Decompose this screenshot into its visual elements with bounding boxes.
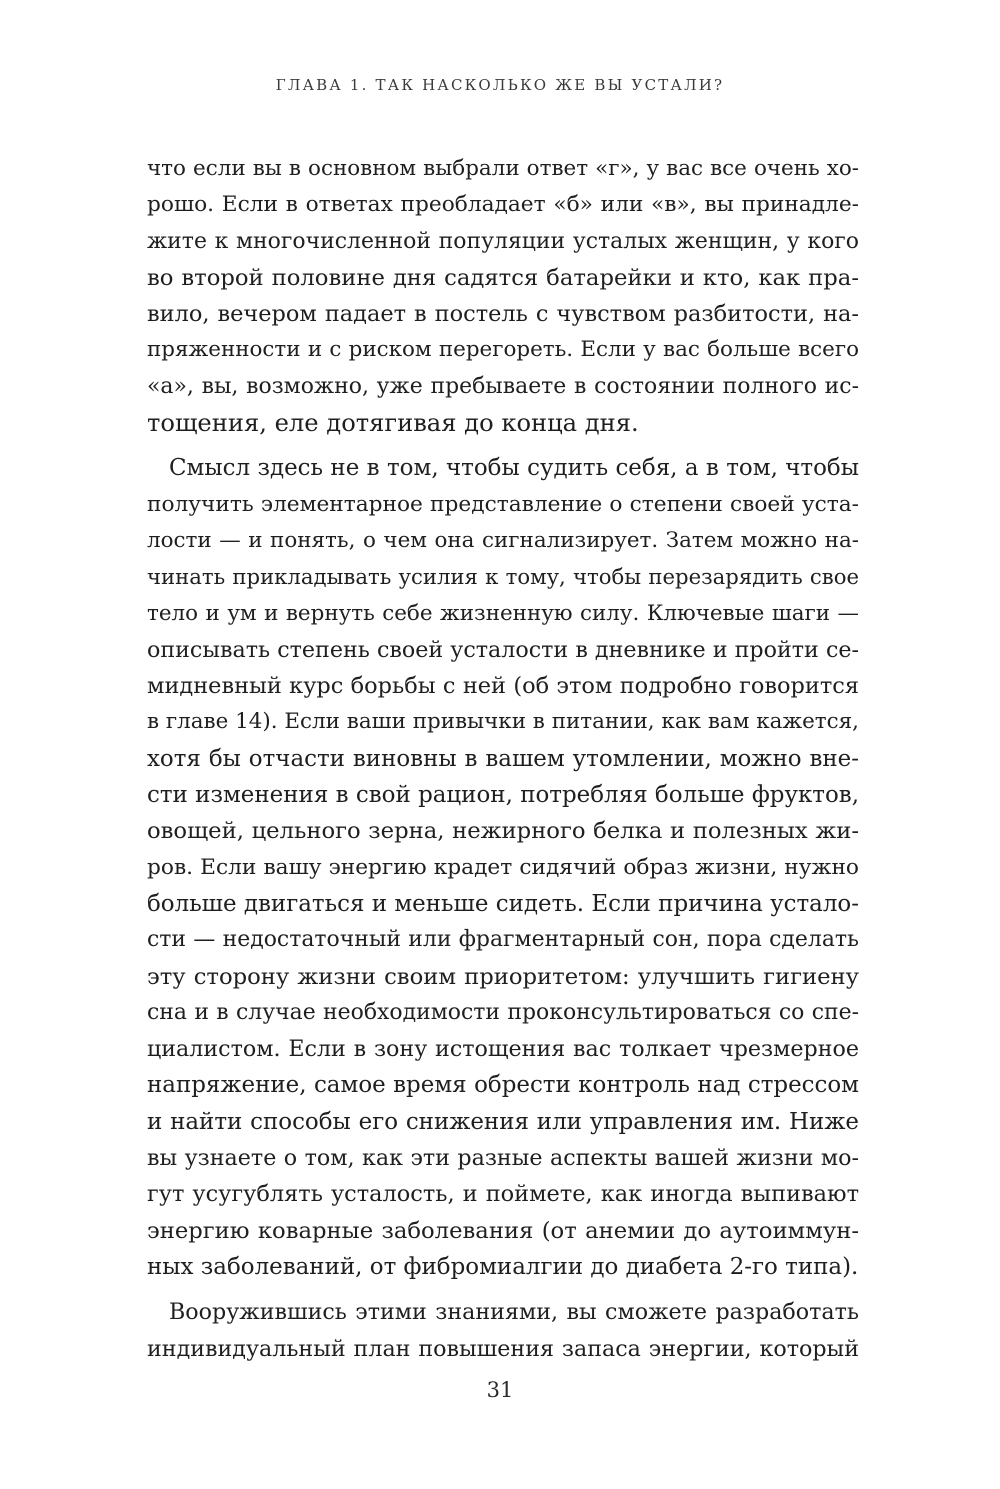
text-line: пряженности и с риском перегореть. Если у вас больше всего <box>147 337 859 363</box>
paragraph-gap <box>147 441 859 450</box>
text-line: хотя бы отчасти виновны в вашем утомлении, можно вне- <box>147 745 859 772</box>
text-line: ных заболеваний, от фибромиалгии до диабета 2-го типа). <box>147 1253 859 1280</box>
text-line: лости — и понять, о чем она сигнализирует. Затем можно на- <box>147 527 859 553</box>
text-line: тело и ум и вернуть себе жизненную силу. Ключевые шаги — <box>147 600 859 626</box>
text-line: чинать прикладывать усилия к тому, чтобы перезарядить свое <box>147 564 859 590</box>
text-line: эту сторону жизни своим приоритетом: улучшить гигиену <box>147 963 859 990</box>
body-text <box>147 151 859 1367</box>
text-line: вы узнаете о том, как эти разные аспекты вашей жизни мо- <box>147 1145 859 1172</box>
text-line: во второй половине дня садятся батарейки и кто, как пра- <box>147 264 859 291</box>
text-line: ров. Если вашу энергию крадет сидячий образ жизни, нужно <box>147 854 859 880</box>
text-line: сти — недостаточный или фрагментарный сон, пора сделать <box>147 927 859 953</box>
page-number: 31 <box>486 1378 514 1402</box>
text-line: индивидуальный план повышения запаса энергии, который <box>147 1335 859 1362</box>
text-line: жите к многочисленной популяции усталых женщин, у кого <box>147 228 859 254</box>
text-line: Смысл здесь не в том, чтобы судить себя, а в том, чтобы <box>169 455 859 482</box>
text-line: больше двигаться и меньше сидеть. Если причина устало- <box>147 890 859 917</box>
text-line: сна и в случае необходимости проконсультироваться со спе- <box>147 999 859 1025</box>
paragraph <box>147 151 859 441</box>
paragraph-gap <box>147 1285 859 1294</box>
text-line: гут усугублять усталость, и поймете, как иногда выпивают <box>147 1181 859 1208</box>
text-line: сти изменения в свой рацион, потребляя больше фруктов, <box>147 782 859 809</box>
text-line: циалистом. Если в зону истощения вас толкает чрезмерное <box>147 1036 859 1063</box>
paragraph <box>147 450 859 1285</box>
text-line: что если вы в основном выбрали ответ «г», у вас все очень хо- <box>147 156 859 181</box>
text-line: напряжение, самое время обрести контроль над стрессом <box>147 1072 859 1099</box>
text-line: рошо. Если в ответах преобладает «б» или «в», вы принадле- <box>147 192 859 218</box>
text-line: получить элементарное представление о степени своей уста- <box>147 491 859 517</box>
text-line: описывать степень своей усталости в дневнике и пройти се- <box>147 636 859 663</box>
text-line: «а», вы, возможно, уже пребываете в состоянии полного ис- <box>147 373 859 399</box>
text-line: вило, вечером падает в постель с чувством разбитости, на- <box>147 301 859 328</box>
text-line: энергию коварные заболевания (от анемии до аутоиммун- <box>147 1217 859 1244</box>
text-line: тощения, еле дотягивая до конца дня. <box>147 409 639 438</box>
text-line: мидневный курс борьбы с ней (об этом подробно говорится <box>147 673 859 700</box>
text-line: и найти способы его снижения или управления им. Ниже <box>147 1108 859 1135</box>
running-head: ГЛАВА 1. ТАК НАСКОЛЬКО ЖЕ ВЫ УСТАЛИ? <box>275 76 725 94</box>
text-line: в главе 14). Если ваши привычки в питании, как вам кажется, <box>147 709 859 735</box>
text-line: Вооружившись этими знаниями, вы сможете разработать <box>169 1299 859 1326</box>
text-line: овощей, цельного зерна, нежирного белка и полезных жи- <box>147 818 859 845</box>
paragraph <box>147 1294 859 1367</box>
